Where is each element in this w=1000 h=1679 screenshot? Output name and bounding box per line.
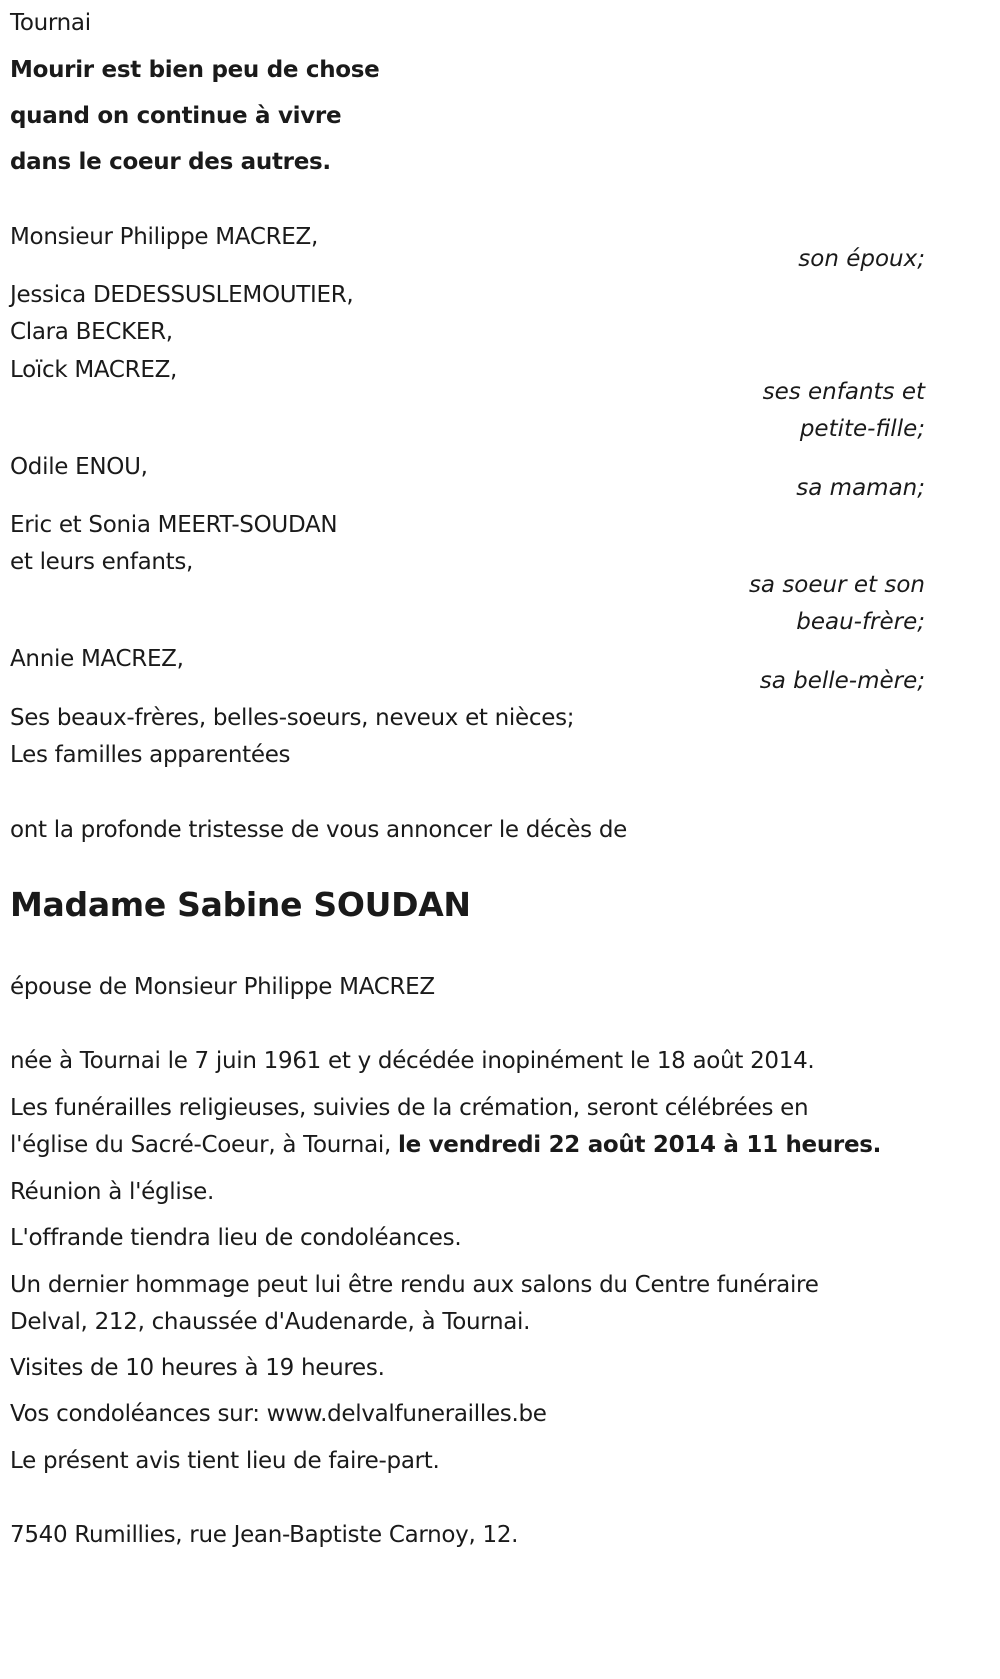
child-name: Jessica DEDESSUSLEMOUTIER,	[10, 282, 354, 308]
funeral-line: Les funérailles religieuses, suivies de la crémation, seront célébrées en	[10, 1095, 809, 1121]
sibling-role: beau-frère;	[796, 609, 925, 635]
birth-death: née à Tournai le 7 juin 1961 et y décédée inopinément le 18 août 2014.	[10, 1048, 815, 1074]
funeral-place: l'église du Sacré-Coeur, à Tournai,	[10, 1132, 398, 1158]
quote-line: dans le coeur des autres.	[10, 149, 331, 175]
sibling-name: et leurs enfants,	[10, 549, 194, 575]
children-role: ses enfants et	[762, 379, 925, 405]
city: Tournai	[10, 10, 91, 36]
visits: Visites de 10 heures à 19 heures.	[10, 1355, 385, 1381]
quote-line: quand on continue à vivre	[10, 103, 342, 129]
mother-in-law-role: sa belle-mère;	[759, 668, 925, 694]
funeral-line	[10, 1130, 881, 1160]
announcement: ont la profonde tristesse de vous annoncer le décès de	[10, 817, 627, 843]
mother-name: Odile ENOU,	[10, 454, 148, 480]
quote-line: Mourir est bien peu de chose	[10, 57, 380, 83]
mother-role: sa maman;	[796, 475, 925, 501]
address: 7540 Rumillies, rue Jean-Baptiste Carnoy, 12.	[10, 1522, 519, 1548]
condolences: Vos condoléances sur: www.delvalfunerailles.be	[10, 1401, 547, 1427]
spouse-role: son époux;	[798, 246, 925, 272]
sibling-name: Eric et Sonia MEERT-SOUDAN	[10, 512, 338, 538]
notice: Le présent avis tient lieu de faire-part.	[10, 1448, 440, 1474]
meeting: Réunion à l'église.	[10, 1179, 214, 1205]
spouse-name: Monsieur Philippe MACREZ,	[10, 224, 318, 250]
sibling-role: sa soeur et son	[748, 572, 925, 598]
other-relatives: Les familles apparentées	[10, 742, 291, 768]
other-relatives: Ses beaux-frères, belles-soeurs, neveux et nièces;	[10, 705, 575, 731]
tribute: Un dernier hommage peut lui être rendu aux salons du Centre funéraire	[10, 1272, 819, 1298]
tribute: Delval, 212, chaussée d'Audenarde, à Tournai.	[10, 1309, 531, 1335]
funeral-date: le vendredi 22 août 2014 à 11 heures.	[397, 1132, 882, 1158]
child-name: Loïck MACREZ,	[10, 357, 178, 383]
deceased-name: Madame Sabine SOUDAN	[10, 885, 471, 924]
mother-in-law-name: Annie MACREZ,	[10, 646, 184, 672]
offering: L'offrande tiendra lieu de condoléances.	[10, 1225, 462, 1251]
child-name: Clara BECKER,	[10, 319, 173, 345]
children-role: petite-fille;	[799, 416, 925, 442]
spouse-of: épouse de Monsieur Philippe MACREZ	[10, 974, 435, 1000]
